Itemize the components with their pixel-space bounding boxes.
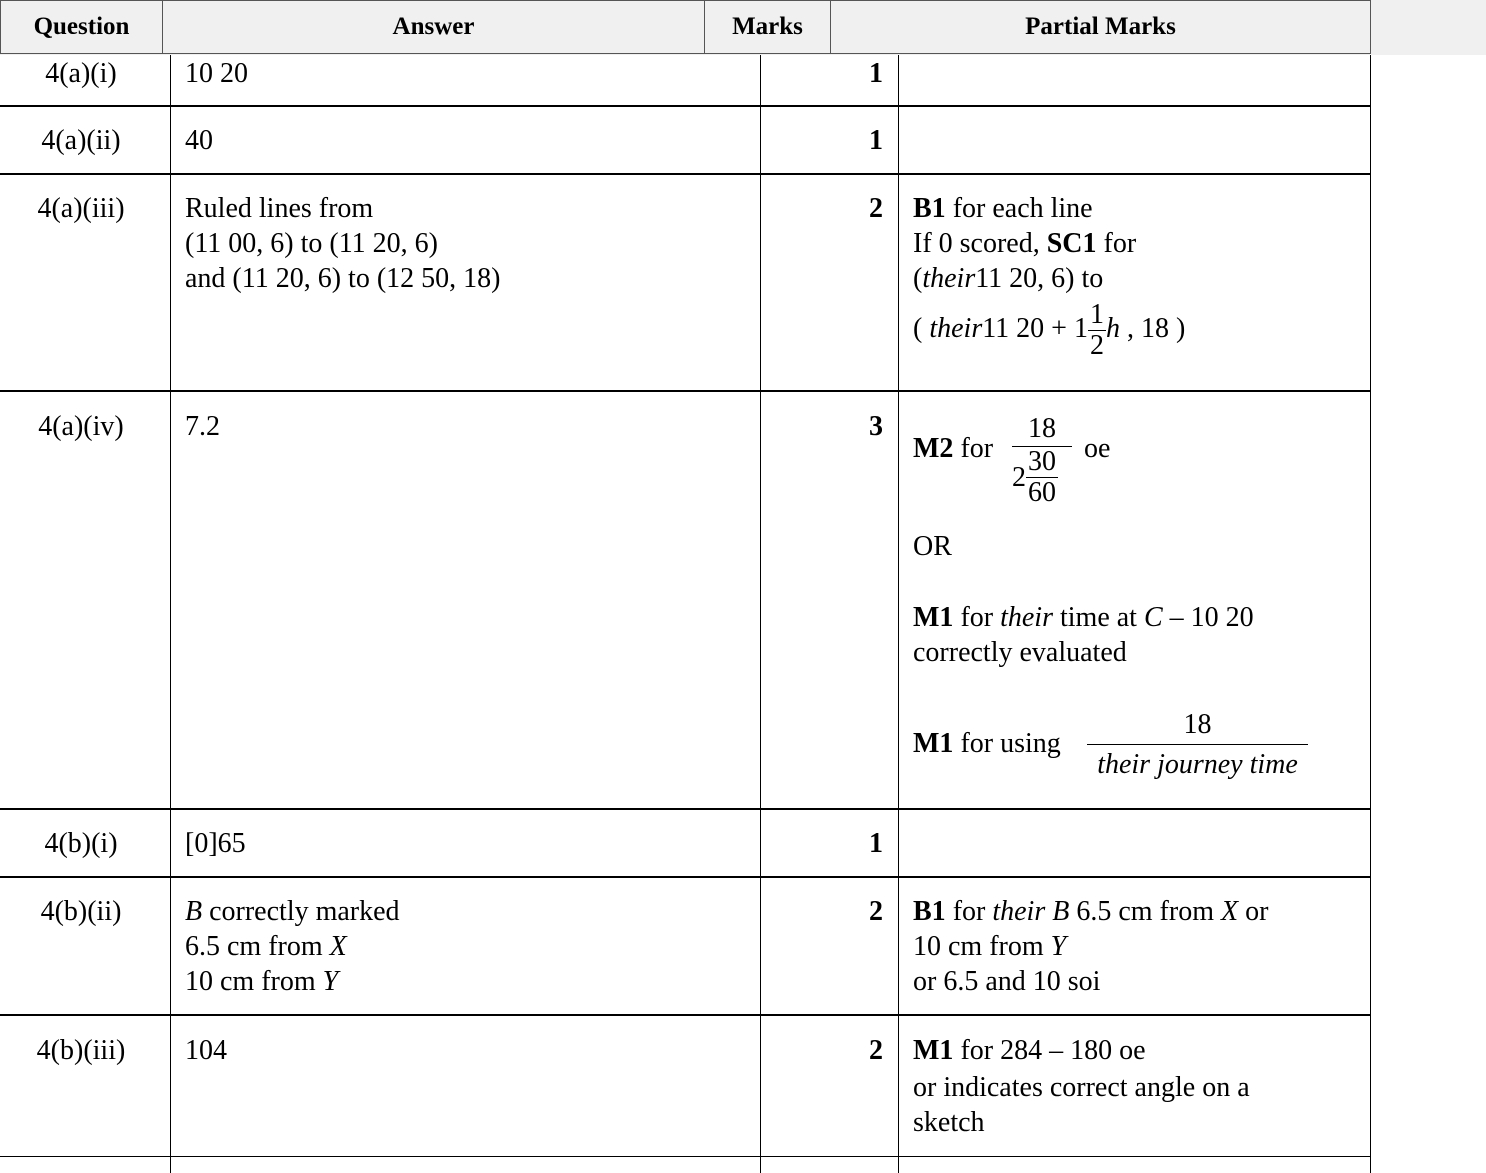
question-label: 4(a)(i) [45, 58, 117, 89]
partial-mark-line: or indicates correct angle on a [913, 1072, 1250, 1103]
header-marks: Marks [704, 0, 831, 54]
fraction: 18 their journey time [1087, 706, 1308, 785]
answer-text: 40 [185, 125, 213, 156]
partial-mark-line: M1 for using [913, 728, 1061, 759]
row-divider [0, 105, 1371, 107]
partial-mark-line: or 6.5 and 10 soi [913, 966, 1101, 997]
marks-value: 2 [869, 896, 883, 927]
partial-mark-line: 10 cm from Y [913, 931, 1067, 962]
partial-mark-line: M1 for 284 – 180 oe [913, 1035, 1146, 1066]
marks-value: 1 [869, 125, 883, 156]
question-label: 4(b)(i) [44, 828, 118, 859]
oe-label: oe [1084, 433, 1111, 464]
partial-mark-line: sketch [913, 1107, 985, 1138]
answer-text: 104 [185, 1035, 227, 1066]
answer-line: 10 cm from Y [185, 966, 339, 997]
marks-value: 2 [869, 1035, 883, 1066]
partial-mark-m2-label: M2 for [913, 433, 994, 464]
answer-line: (11 00, 6) to (11 20, 6) [185, 228, 438, 259]
or-label: OR [913, 531, 952, 562]
marks-value: 1 [869, 828, 883, 859]
answer-text: 7.2 [185, 411, 220, 442]
table-right-border [1370, 55, 1371, 1173]
question-label: 4(a)(iii) [37, 193, 125, 224]
fraction: 18 2 $\frac{30}{60}$ [1012, 412, 1072, 508]
answer-line: Ruled lines from [185, 193, 374, 224]
partial-mark-line: B1 for their B 6.5 cm from X or [913, 896, 1269, 927]
col-divider-marks [760, 55, 761, 1173]
answer-text: 10 20 [185, 58, 248, 89]
question-label: 4(b)(ii) [40, 896, 122, 927]
fraction: $\frac{1}{2}$ [1089, 299, 1104, 361]
marks-value: 1 [869, 58, 883, 89]
header-question: Question [0, 0, 163, 54]
answer-line: 6.5 cm from X [185, 931, 347, 962]
row-divider [0, 1156, 1371, 1157]
row-divider [0, 876, 1371, 878]
partial-mark-line: B1 for each line [913, 193, 1093, 224]
partial-mark-line: If 0 scored, SC1 for [913, 228, 1137, 259]
question-label: 4(b)(iii) [36, 1035, 126, 1066]
col-divider-partial [898, 55, 899, 1173]
partial-mark-expression: ( their11 20 + 1 $\frac{1}{2}$ h , 18 ) [913, 299, 1186, 361]
partial-mark-line: M1 for their time at C – 10 20 [913, 602, 1254, 633]
header-partial-marks: Partial Marks [830, 0, 1371, 54]
answer-line: B correctly marked [185, 896, 400, 927]
row-divider [0, 808, 1371, 810]
marks-value: 2 [869, 193, 883, 224]
row-divider [0, 173, 1371, 175]
question-label: 4(a)(ii) [41, 125, 121, 156]
col-divider-answer [170, 55, 171, 1173]
answer-text: [0]65 [185, 828, 246, 859]
row-divider [0, 1014, 1371, 1016]
partial-mark-line: (their11 20, 6) to [913, 263, 1104, 294]
header-answer: Answer [162, 0, 705, 54]
partial-mark-line: correctly evaluated [913, 637, 1127, 668]
marks-value: 3 [869, 411, 883, 442]
answer-line: and (11 20, 6) to (12 50, 18) [185, 263, 501, 294]
question-label: 4(a)(iv) [38, 411, 124, 442]
row-divider [0, 390, 1371, 392]
